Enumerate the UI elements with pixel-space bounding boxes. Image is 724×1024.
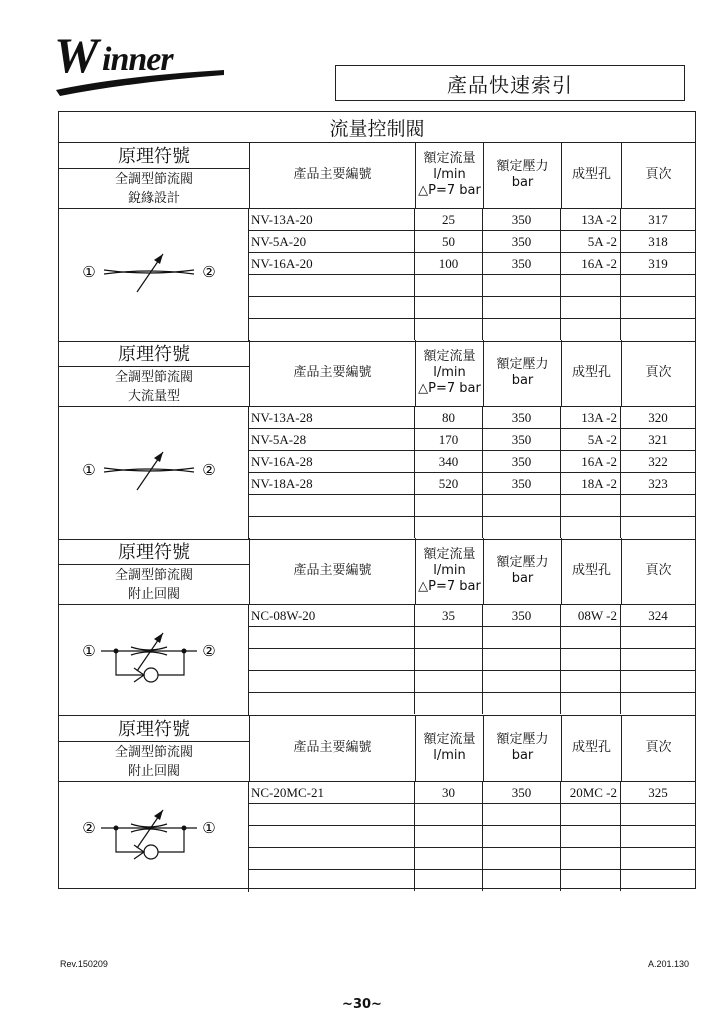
port-cell [561,804,621,825]
throttle-valve-symbol [59,782,249,892]
flow-cell [415,627,483,648]
port-cell [561,517,621,538]
adjustable-arrow-head [154,254,163,264]
flow-header-line: l/min [433,563,466,578]
empty-row [249,297,695,319]
flow-cell: 25 [415,209,483,230]
port-cell: 5A -2 [561,429,621,450]
page-header [621,715,695,781]
flow-cell: 35 [415,605,483,626]
port-cell [561,671,621,692]
port-cell: 16A -2 [561,253,621,274]
table-row [249,253,695,275]
model-cell [249,826,415,847]
model-cell: NV-13A-20 [249,209,415,230]
winner-logo [52,26,228,100]
pressure-header [483,715,561,781]
flow-cell [415,517,483,538]
model-cell: NV-16A-28 [249,451,415,472]
table-row [249,429,695,451]
pressure-header [483,142,561,208]
valve-symbol [59,605,249,715]
flow-header [415,142,483,208]
model-cell: NV-13A-28 [249,407,415,428]
flow-header-line: 額定流量 [423,151,476,166]
port-cell: 18A -2 [561,473,621,494]
empty-row [249,517,695,539]
page-cell: 323 [648,476,668,491]
model-cell [249,693,415,714]
port-label-left: ① [82,263,96,281]
flow-header-line: △P=7 bar [418,579,481,594]
port-cell: 13A -2 [561,407,621,428]
page-cell: 319 [648,256,668,271]
press-cell [483,495,561,516]
flow-header-line: △P=7 bar [418,381,481,396]
svg-text:inner: inner [102,41,173,78]
port-header [561,142,621,208]
flow-cell: 100 [415,253,483,274]
pressure-header-line: bar [511,748,534,763]
flow-cell [415,495,483,516]
page-cell [621,804,695,825]
flow-cell [415,275,483,296]
adjustable-arrow-head [154,633,163,643]
port-header-line: 成型孔 [571,740,611,755]
valve-description [59,565,249,604]
table-row [249,209,695,231]
flow-header-line: 額定流量 [423,547,476,562]
page-cell [621,517,695,538]
page-cell: 318 [648,234,668,249]
orifice-upper-line [131,824,167,827]
port-label-left: ① [82,642,96,660]
press-cell [483,804,561,825]
empty-row [249,804,695,826]
press-cell [483,297,561,318]
port-cell: 16A -2 [561,451,621,472]
orifice-upper-line [131,647,167,650]
pressure-header [483,340,561,406]
model-cell: NC-20MC-21 [249,782,415,803]
press-cell: 350 [483,407,561,428]
page-cell [621,649,695,670]
symbol-title: 原理符號 [59,538,249,565]
page-header [621,340,695,406]
flow-header-line: l/min [433,748,466,763]
flow-cell [415,297,483,318]
flow-cell: 80 [415,407,483,428]
page-cell [621,693,695,714]
page-cell [621,671,695,692]
flow-header [415,340,483,406]
pressure-header-line: bar [511,571,534,586]
page-cell: 321 [648,432,668,447]
flow-cell [415,826,483,847]
table-row [249,451,695,473]
page-cell: 320 [648,410,668,425]
valve-description-line: 大流量型 [127,388,180,404]
model-header [249,340,415,406]
press-cell [483,671,561,692]
port-header-line: 成型孔 [571,167,611,182]
adjustable-arrow-head [154,810,163,820]
model-cell: NC-08W-20 [249,605,415,626]
model-header [249,715,415,781]
port-header [561,715,621,781]
model-cell [249,495,415,516]
port-cell: 5A -2 [561,231,621,252]
throttle-valve-symbol [59,605,249,715]
empty-row [249,319,695,341]
valve-description-line: 銳緣設計 [127,190,180,206]
page-title: 產品快速索引 [335,65,685,101]
symbol-header [59,715,249,781]
adjustable-arrow-head [154,452,163,462]
port-header [561,340,621,406]
empty-row [249,649,695,671]
model-cell [249,627,415,648]
model-header [249,142,415,208]
valve-description-line: 附止回閥 [127,586,180,602]
valve-description-line: 全調型節流閥 [114,369,193,385]
model-cell [249,804,415,825]
page-header-line: 頁次 [645,167,672,182]
page-cell [621,826,695,847]
section-header [59,142,695,209]
port-label-right: ② [202,461,216,479]
pressure-header-line: 額定壓力 [496,159,549,174]
table-row [249,407,695,429]
flow-cell: 30 [415,782,483,803]
flow-cell [415,848,483,869]
page-cell [621,297,695,318]
page-cell [621,275,695,296]
flow-cell: 170 [415,429,483,450]
model-cell: NV-18A-28 [249,473,415,494]
flow-cell: 340 [415,451,483,472]
page-cell: 317 [648,212,668,227]
port-cell [561,275,621,296]
section-header [59,715,695,782]
table-row [249,231,695,253]
flow-header-line: 額定流量 [423,732,476,747]
press-cell [483,848,561,869]
pressure-header-line: 額定壓力 [496,357,549,372]
svg-text:W: W [54,27,99,83]
pressure-header-line: 額定壓力 [496,732,549,747]
check-valve-ball [144,845,158,859]
port-label-right: ② [202,263,216,281]
flow-cell: 50 [415,231,483,252]
valve-symbol [59,209,249,341]
flow-header-line: l/min [433,365,466,380]
port-cell: 20MC -2 [561,782,621,803]
valve-description [59,367,249,406]
model-cell [249,870,415,891]
port-label-right: ② [202,642,216,660]
section-body [59,782,695,892]
model-cell [249,275,415,296]
section-body [59,605,695,715]
port-header [561,538,621,604]
press-cell: 350 [483,209,561,230]
flow-cell [415,671,483,692]
press-cell: 350 [483,605,561,626]
symbol-title: 原理符號 [59,715,249,742]
port-cell [561,297,621,318]
press-cell [483,826,561,847]
model-cell [249,649,415,670]
model-cell [249,319,415,340]
valve-description-line: 全調型節流閥 [114,567,193,583]
product-index-table [58,111,696,889]
model-cell: NV-5A-28 [249,429,415,450]
empty-row [249,275,695,297]
valve-description-line: 附止回閥 [127,763,180,779]
page-cell [621,627,695,648]
valve-symbol [59,782,249,892]
table-row [249,473,695,495]
port-cell [561,627,621,648]
port-cell [561,848,621,869]
section-body [59,407,695,539]
port-cell [561,693,621,714]
pressure-header-line: bar [511,373,534,388]
model-header-line: 產品主要編號 [293,740,372,755]
port-cell: 08W -2 [561,605,621,626]
page-number: ~30~ [342,997,382,1012]
flow-header-line: l/min [433,167,466,182]
press-cell [483,693,561,714]
flow-header [415,538,483,604]
press-cell: 350 [483,451,561,472]
page-header [621,538,695,604]
page-header [621,142,695,208]
model-cell: NV-5A-20 [249,231,415,252]
table-title: 流量控制閥 [59,112,695,143]
press-cell [483,275,561,296]
empty-row [249,627,695,649]
flow-cell [415,804,483,825]
pressure-header-line: 額定壓力 [496,555,549,570]
press-cell: 350 [483,782,561,803]
flow-cell [415,870,483,891]
port-cell [561,870,621,891]
empty-row [249,870,695,892]
flow-cell: 520 [415,473,483,494]
pressure-header-line: bar [511,175,534,190]
port-cell [561,649,621,670]
flow-header-line: △P=7 bar [418,183,481,198]
port-header-line: 成型孔 [571,563,611,578]
port-cell [561,319,621,340]
port-label-left: ① [82,461,96,479]
port-header-line: 成型孔 [571,365,611,380]
symbol-header [59,142,249,208]
model-cell [249,297,415,318]
page-cell [621,870,695,891]
page-cell: 325 [648,785,668,800]
press-cell: 350 [483,253,561,274]
press-cell: 350 [483,429,561,450]
flow-cell [415,649,483,670]
document-code: A.201.130 [648,959,690,969]
model-header [249,538,415,604]
page-header-line: 頁次 [645,365,672,380]
port-label-right: ① [202,819,216,837]
model-header-line: 產品主要編號 [293,563,372,578]
symbol-title: 原理符號 [59,340,249,367]
valve-description-line: 全調型節流閥 [114,744,193,760]
pressure-header [483,538,561,604]
symbol-header [59,340,249,406]
section-header [59,538,695,605]
symbol-header [59,538,249,604]
empty-row [249,671,695,693]
model-header-line: 產品主要編號 [293,365,372,380]
table-row [249,782,695,804]
throttle-valve-symbol [59,209,249,341]
check-valve-ball [144,668,158,682]
press-cell: 350 [483,473,561,494]
section-header [59,340,695,407]
port-cell [561,826,621,847]
page-cell: 322 [648,454,668,469]
page-cell [621,495,695,516]
valve-description [59,742,249,781]
flow-header [415,715,483,781]
flow-header-line: 額定流量 [423,349,476,364]
section-body [59,209,695,341]
empty-row [249,495,695,517]
empty-row [249,693,695,715]
model-cell [249,848,415,869]
page-cell [621,319,695,340]
press-cell: 350 [483,231,561,252]
press-cell [483,649,561,670]
press-cell [483,517,561,538]
table-row [249,605,695,627]
press-cell [483,870,561,891]
flow-cell [415,693,483,714]
page-header-line: 頁次 [645,740,672,755]
valve-description [59,169,249,208]
empty-row [249,826,695,848]
revision-label: Rev.150209 [60,959,108,969]
model-header-line: 產品主要編號 [293,167,372,182]
port-cell [561,495,621,516]
press-cell [483,627,561,648]
flow-cell [415,319,483,340]
page-cell [621,848,695,869]
page-header-line: 頁次 [645,563,672,578]
port-cell: 13A -2 [561,209,621,230]
port-label-left: ② [82,819,96,837]
throttle-valve-symbol [59,407,249,539]
valve-symbol [59,407,249,539]
symbol-title: 原理符號 [59,142,249,169]
page-cell: 324 [648,608,668,623]
model-cell: NV-16A-20 [249,253,415,274]
press-cell [483,319,561,340]
empty-row [249,848,695,870]
valve-description-line: 全調型節流閥 [114,171,193,187]
model-cell [249,517,415,538]
model-cell [249,671,415,692]
